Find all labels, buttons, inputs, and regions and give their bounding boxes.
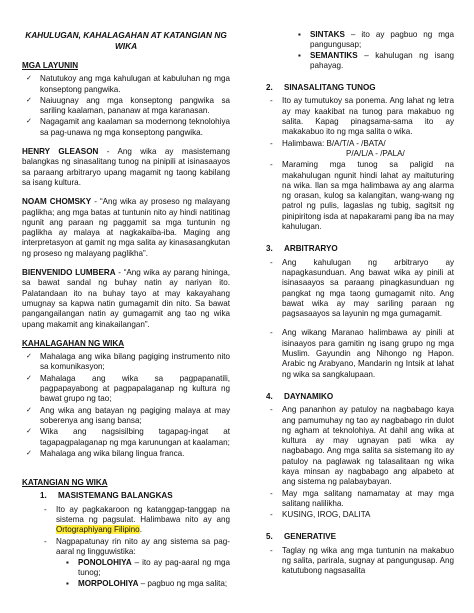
list-item: - Ito ay pagkakaroon ng katanggap-tanggap na sistema ng pagsulat. Halimbawa nito ay ang Ortographiyang Filipino. <box>40 505 230 536</box>
highlighted-text: Ortographiyang Filipino <box>56 525 140 535</box>
list-item: ▪ SINTAKS – ito ay pagbuo ng mga pangungusap; <box>298 30 454 51</box>
list-item: - Halimbawa: B/A/T/A - /BATA/ P/A/L/A - /PALA/ <box>266 139 454 160</box>
kahalagahan-list <box>22 352 230 459</box>
layunin-heading: MGA LAYUNIN <box>22 61 79 70</box>
list-item: - Ang kahulugan ng arbitraryo ay napagkasunduan. Ang bawat wika ay pinili at isinasaayos sa paraang pinagkasunduan ng pangkat ng mga taong gumagamit nito. Ang bawat wika ay may sariling paraan ng pagsasaayos sa layunin ng mga gumagamit. <box>266 258 454 320</box>
kahalagahan-heading: KAHALAGAHAN NG WIKA <box>22 338 125 348</box>
katangian-item-1: 1. MASISTEMANG BALANGKAS - Ito ay pagkakaroon ng katanggap-tanggap na sistema ng pagsulat. Halimbawa nito ay ang Ortographiyang Filipino. - Nagpapatunay rin nito ay ang sistema sa pag-aaral ng lingguwistika: ▪ PONOLOHIYA – ito ay pag-aaral ng mga tunog; ▪ MORPOLOHIYA – pagbuo ng mga salita; <box>22 491 230 589</box>
item-title: DAYNAMIKO <box>284 391 334 401</box>
item-title: SINASALITANG TUNOG <box>284 83 376 93</box>
chomsky-definition: NOAM CHOMSKY - “Ang wika ay proseso ng malayang paglikha; ang mga batas at tuntunin nito ay hindi natitinag ngunit ang paraan ng paggamit sa mga tuntunin ng paglikha ay malaya at nagkakaiba-iba. Maging ang interpretasyon at gamit ng mga salita ay kinasasangkutan ng proseso ng malayang paglikha”. <box>22 197 230 258</box>
left-column <box>22 30 230 589</box>
list-item: - Ang wikang Maranao halimbawa ay pinili at isinaayos para gamitin ng isang grupo ng mga Muslim. Gayundin ang Nihongo ng Hapon. Arabic ng Arabyano, Mandarin ng Intsik at lahat ng wika sa sangkalupaan. <box>266 328 454 379</box>
document-title: KAHULUGAN, KAHALAGAHAN AT KATANGIAN NG WIKA <box>25 30 227 51</box>
list-item: ▪ SEMANTIKS – kahulugan ng isang pahayag. <box>298 51 454 72</box>
gleason-name: HENRY GLEASON <box>22 147 99 157</box>
list-item: ▪ PONOLOHIYA – ito ay pag-aaral ng mga tunog; <box>66 558 230 579</box>
list-item: - Ito ay tumutukoy sa ponema. Ang lahat ng letra ay may kaakibat na tunog para makabuo ng salita. Kapag pinagsama-sama ito ay makakabuo ito ng mga salita o wika. <box>266 96 454 137</box>
list-item: ✓ Naiuugnay ang mga konseptong pangwika sa sariling kaalaman, pananaw at mga karanasan. <box>22 96 230 117</box>
chomsky-name: NOAM CHOMSKY <box>22 197 92 207</box>
list-item: ✓ Natutukoy ang mga kahulugan at kabuluhan ng mga konseptong pangwika. <box>22 74 230 95</box>
layunin-list <box>22 74 230 138</box>
right-column <box>254 30 454 578</box>
list-item: - Nagpapatunay rin nito ay ang sistema sa pag-aaral ng lingguwistika: <box>40 537 230 558</box>
list-item: ✓ Mahalaga ang wika bilang pagiging instrumento nito sa komunikasyon; <box>22 352 230 373</box>
list-item: ✓ Mahalaga ang wika sa pagpapanatili, pagpapayabong at pagpapalaganap ng kultura ng bawat grupo ng tao; <box>22 374 230 405</box>
katangian-heading: KATANGIAN NG WIKA <box>22 478 108 488</box>
list-item: - Ang pananhon ay patuloy na nagbabago kaya ang pamumuhay ng tao ay nagbabago rin dulot ng agham at teknolohiya. At dahil ang wika at kultura ay may ugnayan pati wika ay nagbabago. Ang mga salita sa sistemang ito ay patuloy na paglawak ng talasalitaan ng wika kaya minsan ay nagbabago ang alpabeto at ang sistema ng palabaybayan. <box>266 405 454 487</box>
katangian-item-2: 2. SINASALITANG TUNOG - Ito ay tumutukoy sa ponema. Ang lahat ng letra ay may kaakibat na tunog para makabuo ng salita. Kapag pinagsama-sama ito ay makakabuo ito ng mga salita o wika. - Halimbawa: B/A/T/A - /BATA/ P/A/L/A - /PALA/ - Maraming mga tunog sa paligid na makahulugan ngunit hindi lahat ay maituturing na wika. Ilan sa mga halimbawa ay ang alarma ng orasan, kulog sa kalangitan, wang-wang ng patrol ng pulis, lagaslas ng tubig, sagitsit ng pinipiritong isda at napakarami pang iba na may kahulugan. <box>254 83 454 232</box>
list-item: ▪ MORPOLOHIYA – pagbuo ng mga salita; <box>66 579 230 589</box>
katangian-item-4: 4. DAYNAMIKO - Ang pananhon ay patuloy na nagbabago kaya ang pamumuhay ng tao ay nagbabago rin dulot ng agham at teknolohiya. At dahil ang wika at kultura ay may ugnayan pati wika ay nagbabago. Ang mga salita sa sistemang ito ay patuloy na paglawak ng talasalitaan ng wika kaya minsan ay nagbabago ang alpabeto at ang sistema ng palabaybayan. - May mga salitang namamatay at may mga salitang nalilikha. - KUSING, IROG, DALITA <box>254 392 454 521</box>
item-title: ARBITRARYO <box>284 244 338 254</box>
lumbera-name: BIENVENIDO LUMBERA <box>22 268 116 278</box>
list-item: - KUSING, IROG, DALITA <box>266 510 454 520</box>
list-item: ✓ Wika ang nagsisilbing tagapag-ingat at tagapagpalaganap ng mga karunungan at kaalaman; <box>22 427 230 448</box>
list-item: - Maraming mga tunog sa paligid na makahulugan ngunit hindi lahat ay maituturing na wika. Ilan sa mga halimbawa ay ang alarma ng orasan, kulog sa kalangitan, wang-wang ng patrol ng pulis, lagaslas ng tubig, sagitsit ng pinipiritong isda at napakarami pang iba na may kahulugan. <box>266 160 454 232</box>
item-title: MASISTEMANG BALANGKAS <box>58 491 173 501</box>
katangian-item-5: 5. GENERATIVE - Taglay ng wika ang mga tuntunin na makabuo ng salita, parirala, sugnay at pangungusap. Ang katutubong nagsasalita <box>254 532 454 576</box>
list-item: ✓ Nagagamit ang kaalaman sa modernong teknolohiya sa pag-unawa ng mga konseptong pangwika. <box>22 117 230 138</box>
katangian-item-3: 3. ARBITRARYO - Ang kahulugan ng arbitraryo ay napagkasunduan. Ang bawat wika ay pinili at isinasaayos sa paraang pinagkasunduan ng pangkat ng mga taong gumagamit nito. Ang bawat wika ay may sariling paraan ng pagsasaayos sa layunin ng mga gumagamit. - Ang wikang Maranao halimbawa ay pinili at isinaayos para gamitin ng isang grupo ng mga Muslim. Gayundin ang Nihongo ng Hapon. Arabic ng Arabyano, Mandarin ng Intsik at lahat ng wika sa sangkalupaan. <box>254 244 454 380</box>
gleason-definition: HENRY GLEASON - Ang wika ay masistemang balangkas ng sinasalitang tunog na pinipili at isinasaayos sa paraang arbitraryo upang magamit ng taong kabilang sa isang kultura. <box>22 147 231 187</box>
list-item: - May mga salitang namamatay at may mga salitang nalilikha. <box>266 489 454 510</box>
list-item: ✓ Mahalaga ang wika bilang lingua franca. <box>22 449 230 459</box>
lumbera-definition: BIENVENIDO LUMBERA - “Ang wika ay parang hininga, sa bawat sandal ng buhay natin ay nariyan ito. Palatandaan ito na buhay tayo at may kakayahang umugnay sa kapwa natin gumagamit din nito. Sa bawat pangangailangan natin ay gumagamit ang tao ng wika upang makamit ang kinakailangan”. <box>22 268 230 329</box>
list-item: - Taglay ng wika ang mga tuntunin na makabuo ng salita, parirala, sugnay at pangungusap. Ang katutubong nagsasalita <box>266 546 454 577</box>
item-title: GENERATIVE <box>284 532 337 542</box>
list-item: ✓ Ang wika ang batayan ng pagiging malaya at may soberenya ang isang bansa; <box>22 406 230 427</box>
